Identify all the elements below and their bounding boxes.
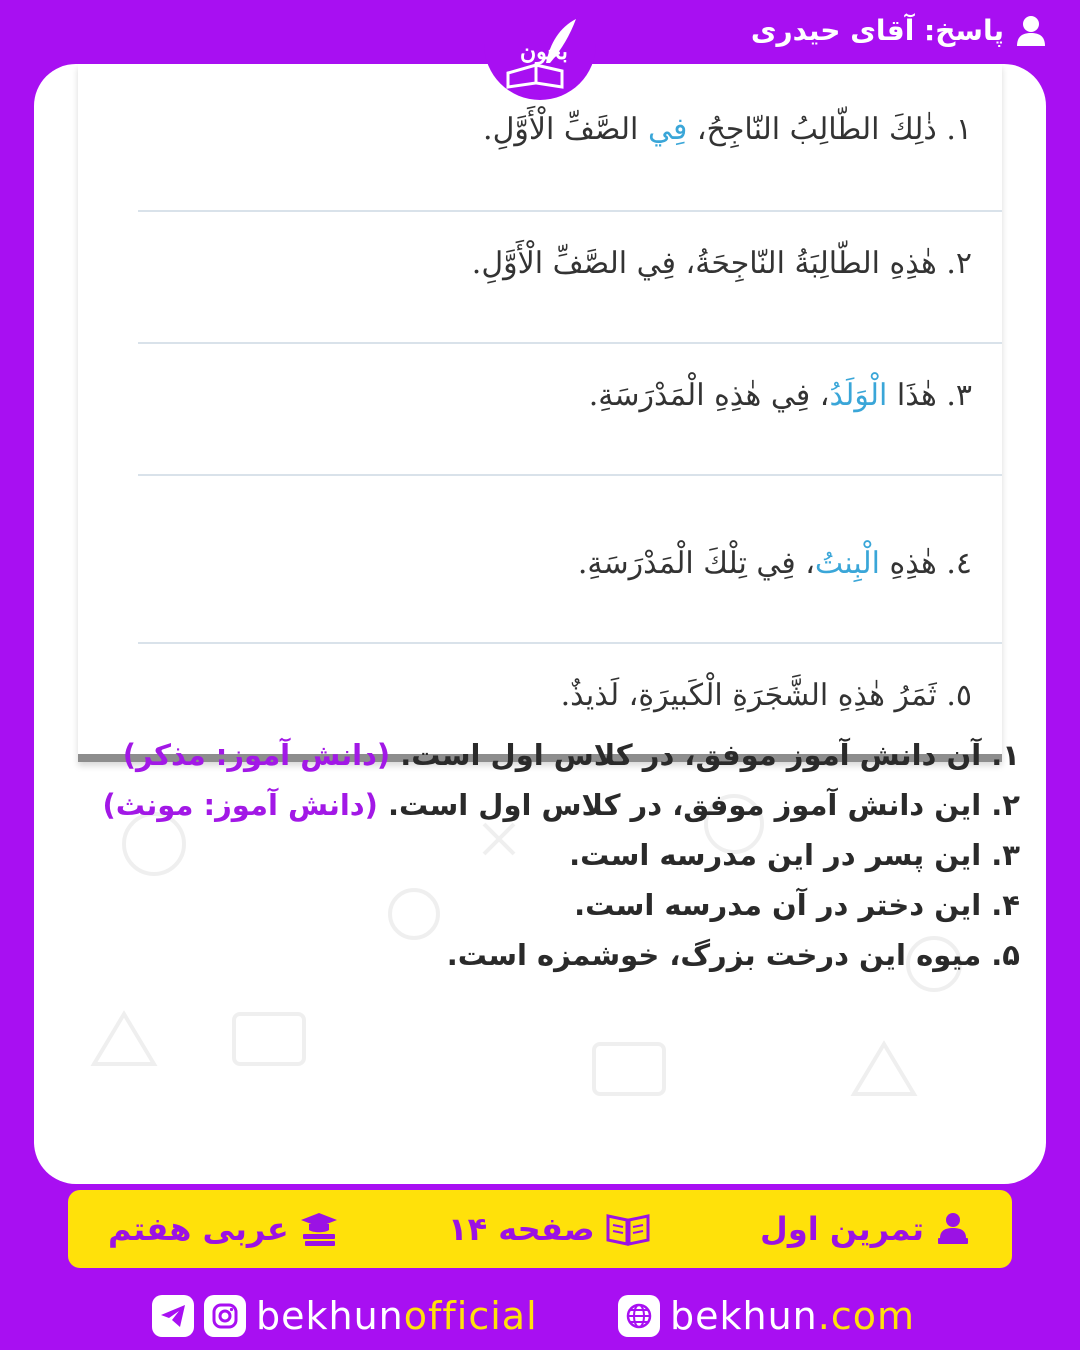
social-handle[interactable]: [152, 1294, 538, 1338]
answer-item: ۵. میوه این درخت بزرگ، خوشمزه است.: [446, 938, 1020, 972]
exercise-image: [78, 64, 1002, 762]
exercise-question-1: ١. ذٰلِكَ الطّالِبُ النّاجِحُ، فِي الصَّفِّ الْأَوَّلِ.: [483, 112, 972, 147]
highlight-word: الْبِنتُ: [814, 546, 880, 581]
answer-item: ۲. این دانش آموز موفق، در کلاس اول است. (دانش آموز: مونث): [102, 788, 1020, 822]
instagram-icon[interactable]: [204, 1295, 246, 1337]
highlight-word: فِي: [647, 112, 688, 147]
answer-note: (دانش آموز: مذکر): [122, 738, 391, 772]
answer-item: ۳. این پسر در این مدرسه است.: [569, 838, 1020, 872]
highlight-word: الْوَلَدُ: [829, 378, 888, 413]
exercise-question-5: ٥. ثَمَرُ هٰذِهِ الشَّجَرَةِ الْكَبيرَةِ، لَذيذٌ.: [560, 678, 972, 713]
responder-label: [751, 14, 1046, 47]
answer-line: [138, 474, 1002, 476]
exercise-question-4: ٤. هٰذِهِ الْبِنتُ، فِي تِلْكَ الْمَدْرَسَةِ.: [577, 546, 972, 581]
info-bar: [68, 1190, 1012, 1268]
svg-text:بخون: بخون: [520, 39, 568, 65]
answer-note: (دانش آموز: مونث): [102, 788, 378, 822]
user-icon: [1016, 15, 1046, 47]
telegram-icon[interactable]: [152, 1295, 194, 1337]
teacher-icon: [934, 1210, 972, 1248]
footer: [0, 1286, 1080, 1346]
content-card: [34, 64, 1046, 1184]
exercise-question-2: ٢. هٰذِهِ الطّالِبَةُ النّاجِحَةُ، فِي الصَّفِّ الْأَوَّلِ.: [471, 246, 972, 281]
answer-line: [138, 642, 1002, 644]
book-quill-logo-icon: [498, 13, 582, 91]
graduation-books-icon: [299, 1210, 339, 1248]
answer-line: [138, 210, 1002, 212]
open-book-icon: [605, 1211, 651, 1247]
responder-text: پاسخ: آقای حیدری: [750, 14, 1004, 47]
answer-item: ۱. آن دانش آموز موفق، در کلاس اول است. (دانش آموز: مذکر): [122, 738, 1020, 772]
website-text[interactable]: bekhun.com: [669, 1294, 915, 1338]
answer-item: ۴. این دختر در آن مدرسه است.: [574, 888, 1020, 922]
website-link[interactable]: [618, 1294, 915, 1338]
subject-label: عربی هفتم: [108, 1210, 339, 1248]
exercise-label: تمرین اول: [760, 1210, 972, 1248]
answer-line: [138, 342, 1002, 344]
page-label: صفحه ۱۴: [448, 1210, 651, 1248]
answer-list: [102, 730, 1020, 980]
exercise-question-3: ٣. هٰذَا الْوَلَدُ، فِي هٰذِهِ الْمَدْرَسَةِ.: [588, 378, 972, 413]
brand-logo: [484, 4, 596, 100]
globe-icon: [618, 1295, 660, 1337]
social-handle-text[interactable]: bekhunofficial: [256, 1294, 538, 1338]
